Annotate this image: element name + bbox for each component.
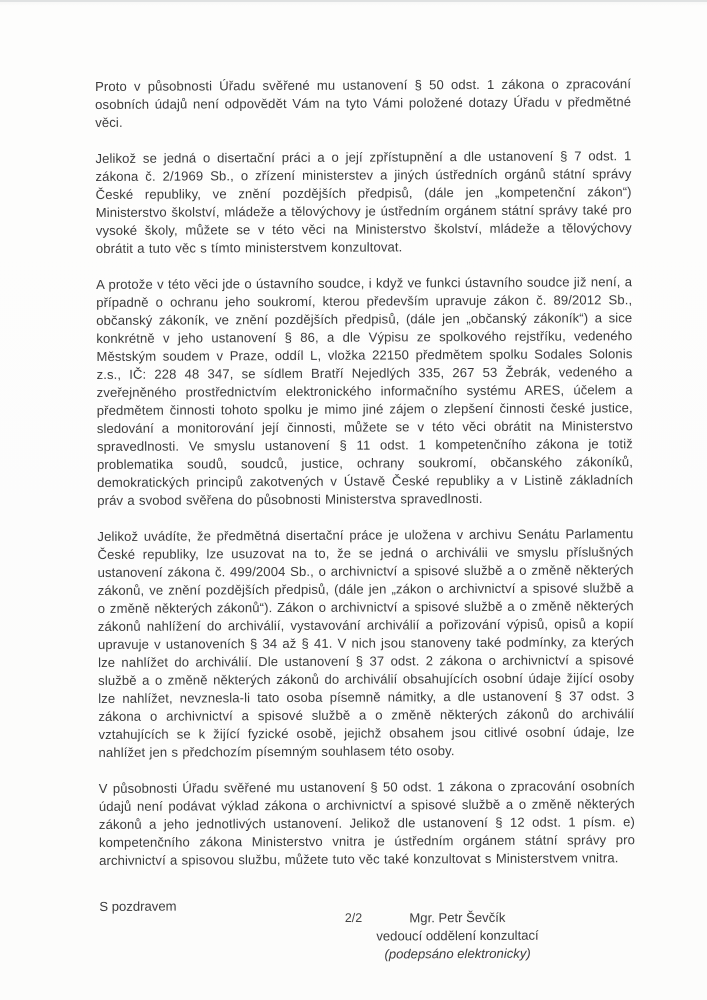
signer-title: vedoucí oddělení konzultací [376,927,539,944]
paragraph-competence-answer: Proto v působnosti Úřadu svěřené mu ustanovení § 50 odst. 1 zákona o zpracování osobních údajů není odpovědět Vám na tyto Vámi položené dotazy Úřadu v předmětné věci. [95,76,632,130]
signer-name: Mgr. Petr Ševčík [409,909,506,926]
paragraph-archive-law: Jelikož uvádíte, že předmětná disertační práce je uložena v archivu Senátu Parlamentu České republiky, lze usuzovat na to, že se jedná o archiválii ve smyslu příslušných ustanovení zákona č. 499/2004 Sb., o archivnictví a spisové službě a o změně některých zákonů, ve znění pozdějších předpisů, (dále jen „zákon o archivnictví a spisové službě a o změně některých zákonů“). Zákon o archivnictví a spisové službě a o změně některých zákonů nahlížení do archiválií, vystavování archiválií a pořizování výpisů, opisů a kopií upravuje v ustanoveních § 34 až § 41. V nich jsou stanoveny také podmínky, za kterých lze nahlížet do archiválií. Dle ustanovení § 37 odst. 2 zákona o archivnictví a spisové službě a o změně některých zákonů do archiválií obsahujících osobní údaje žijící osoby lze nahlížet, nevznesla-li tato osoba písemně námitky, a dle ustanovení § 37 odst. 3 zákona o archivnictví a spisové službě a o změně některých zákonů do archiválií vztahujících se k žijící fyzické osobě, jejichž obsahem jsou citlivé osobní údaje, lze nahlížet jen s předchozím písemným souhlasem této osoby. [97,526,635,760]
page-number: 2/2 [344,910,363,926]
paragraph-dissertation-ministry-education: Jelikož se jedná o disertační práci a o její zpřístupnění a dle ustanovení § 7 odst. 1 zákona č. 2/1969 Sb., o zřízení ministerstev a jiných ústředních orgánů státní správy České republiky, ve znění pozdějších předpisů, (dále jen „kompetenční zákon“) Ministerstvo školství, mládeže a tělovýchovy je ústředním orgánem státní správy také pro vysoké školy, můžete se v této věci na Ministerstvo školství, mládeže a tělovýchovy obrátit a tuto věc s tímto ministerstvem konzultovat. [95,148,632,256]
paragraph-constitutional-judge-privacy: A protože v této věci jde o ústavního soudce, i když ve funkci ústavního soudce již není, a případně o ochranu jeho soukromí, kterou především upravuje zákon č. 89/2012 Sb., občanský zákoník, ve znění pozdějších předpisů, (dále jen „občanský zákoník“) a sice konkrétně v jeho ustanovení § 86, a dle Výpisu ze spolkového rejstříku, vedeného Městským soudem v Praze, oddíl L, vložka 22150 předmětem spolku Sodales Solonis z.s., IČ: 228 48 347, se sídlem Bratří Nejedlých 335, 267 53 Žebrák, vedeného a zveřejněného prostřednictvím elektronického informačního systému ARES, účelem a předmětem činnosti tohoto spolku je mimo jiné zájem o zlepšení činnosti české justice, sledování a monitorování její činnosti, můžete se v této věci obrátit na Ministerstvo spravedlnosti. Ve smyslu ustanovení § 11 odst. 1 kompetenčního zákona je totiž problematika soudů, soudců, justice, ochrany soukromí, občanského zákoníků, demokratických principů zakotvených v Ústavě České republiky a v Listině základních práv a svobod svěřena do působnosti Ministerstva spravedlnosti. [96,274,634,508]
electronic-signature-note: (podepsáno elektronicky) [384,945,531,962]
paragraph-ministry-interior: V působnosti Úřadu svěřené mu ustanovení § 50 odst. 1 zákona o zpracování osobních údajů není podávat výklad zákona o archivnictví a spisové službě a o změně některých zákonů a jeho jednotlivých ustanovení. Jelikož dle ustanovení § 12 odst. 1 písm. e) kompetenčního zákona Ministerstvo vnitra je ústředním orgánem státní správy pro archivnictví a spisovou službu, můžete tuto věc také konzultovat s Ministerstvem vnitra. [98,778,636,868]
letter-body [95,75,636,965]
closing-salutation: S pozdravem [99,898,177,914]
